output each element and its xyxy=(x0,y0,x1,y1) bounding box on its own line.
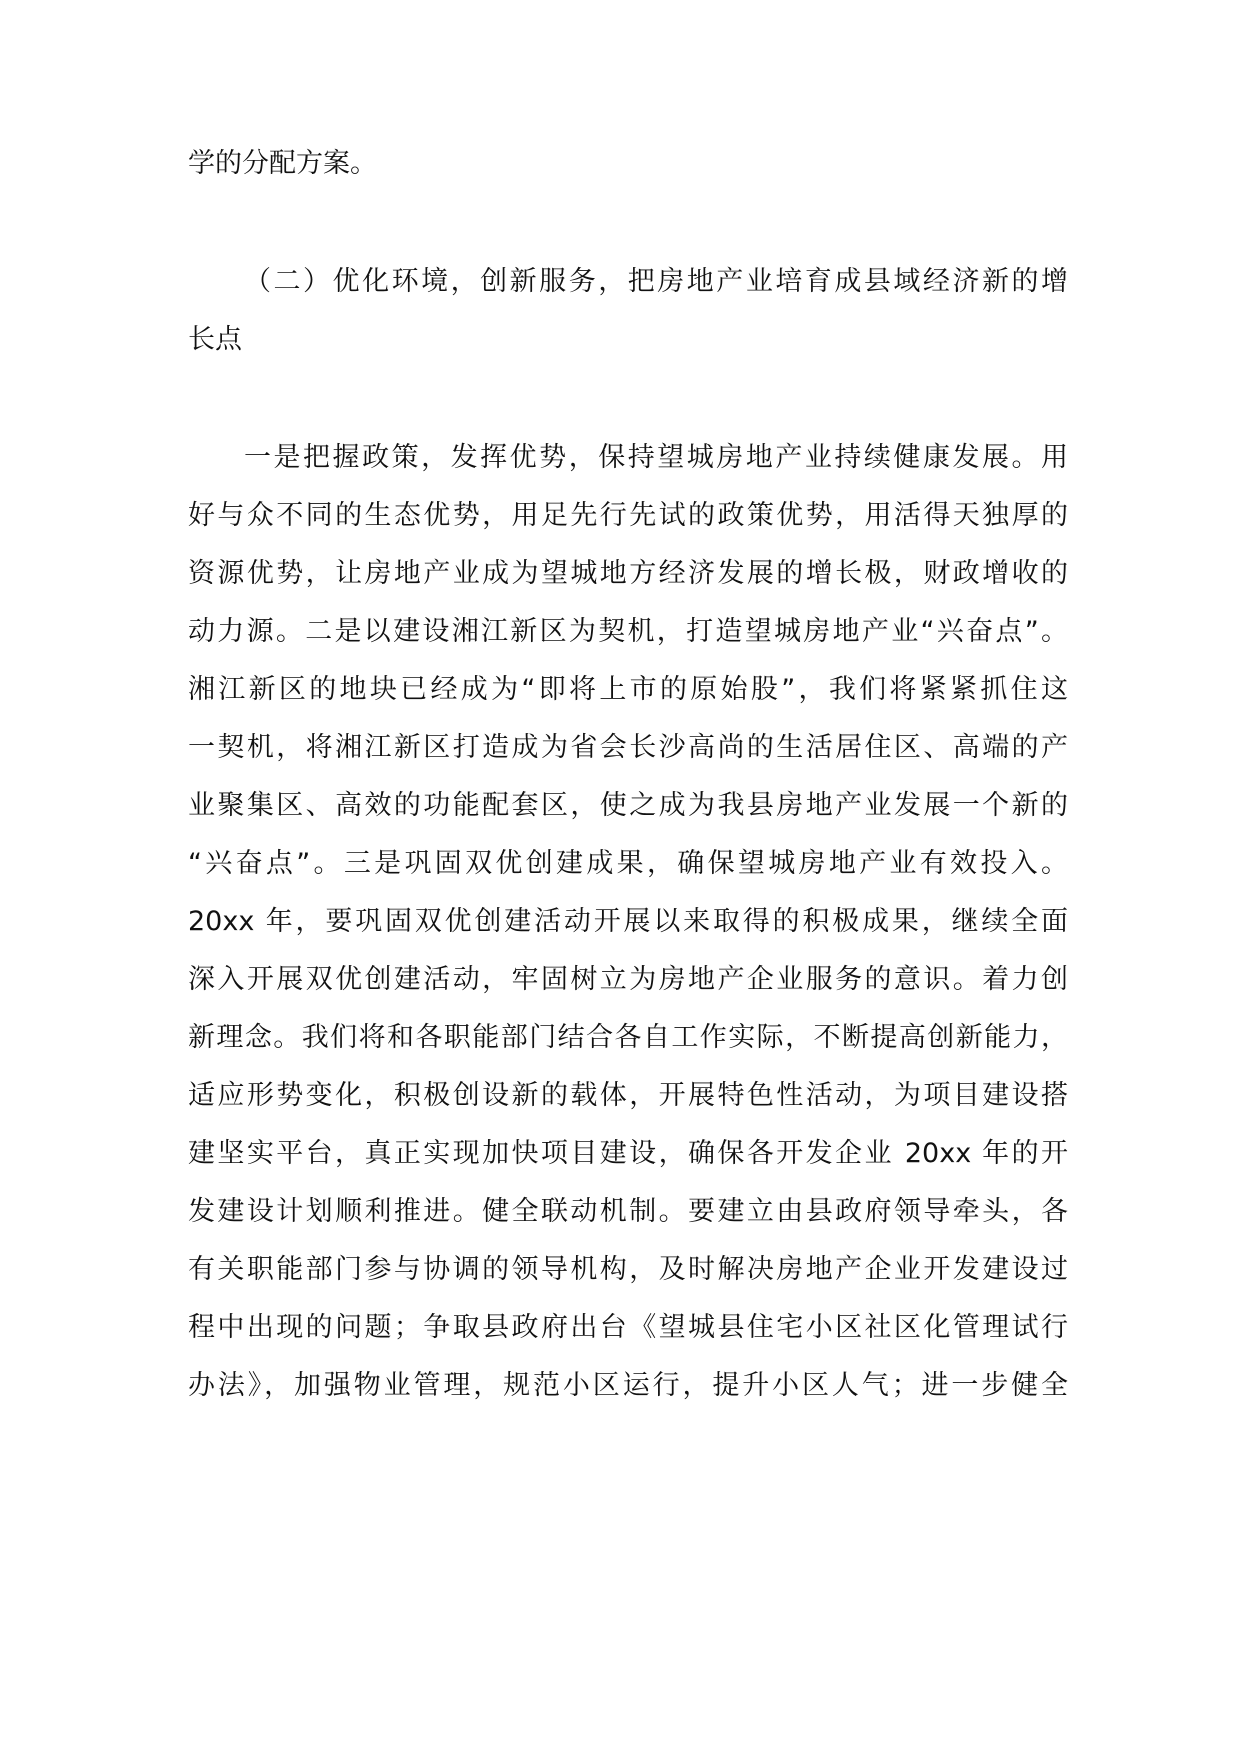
paragraph-line: 适应形势变化，积极创设新的载体，开展特色性活动，为项目建设搭 xyxy=(188,1080,1068,1111)
section-heading-line: 长点 xyxy=(188,324,242,355)
paragraph-line: 动力源。二是以建设湘江新区为契机，打造望城房地产业“兴奋点”。 xyxy=(188,616,1068,647)
paragraph-line: 一是把握政策，发挥优势，保持望城房地产业持续健康发展。用 xyxy=(244,442,1068,473)
paragraph-line: 新理念。我们将和各职能部门结合各自工作实际，不断提高创新能力， xyxy=(188,1022,1068,1053)
paragraph-line: 程中出现的问题；争取县政府出台《望城县住宅小区社区化管理试行 xyxy=(188,1312,1068,1343)
paragraph-line: 办法》，加强物业管理，规范小区运行，提升小区人气；进一步健全 xyxy=(188,1370,1068,1401)
paragraph-line: 建坚实平台，真正实现加快项目建设，确保各开发企业 20xx 年的开 xyxy=(188,1138,1068,1169)
paragraph-line: 学的分配方案。 xyxy=(188,148,377,179)
paragraph-line: 一契机，将湘江新区打造成为省会长沙高尚的生活居住区、高端的产 xyxy=(188,732,1068,763)
paragraph-line: 业聚集区、高效的功能配套区，使之成为我县房地产业发展一个新的 xyxy=(188,790,1068,821)
paragraph-line: 深入开展双优创建活动，牢固树立为房地产企业服务的意识。着力创 xyxy=(188,964,1068,995)
paragraph-line: 湘江新区的地块已经成为“即将上市的原始股”，我们将紧紧抓住这 xyxy=(188,674,1068,705)
paragraph-line: 20xx 年，要巩固双优创建活动开展以来取得的积极成果，继续全面 xyxy=(188,906,1068,937)
section-heading-line: （二）优化环境，创新服务，把房地产业培育成县域经济新的增 xyxy=(244,266,1068,297)
paragraph-line: 资源优势，让房地产业成为望城地方经济发展的增长极，财政增收的 xyxy=(188,558,1068,589)
paragraph-line: 发建设计划顺利推进。健全联动机制。要建立由县政府领导牵头，各 xyxy=(188,1196,1068,1227)
paragraph-line: “兴奋点”。三是巩固双优创建成果，确保望城房地产业有效投入。 xyxy=(188,848,1068,879)
paragraph-line: 好与众不同的生态优势，用足先行先试的政策优势，用活得天独厚的 xyxy=(188,500,1068,531)
paragraph-line: 有关职能部门参与协调的领导机构，及时解决房地产企业开发建设过 xyxy=(188,1254,1068,1285)
